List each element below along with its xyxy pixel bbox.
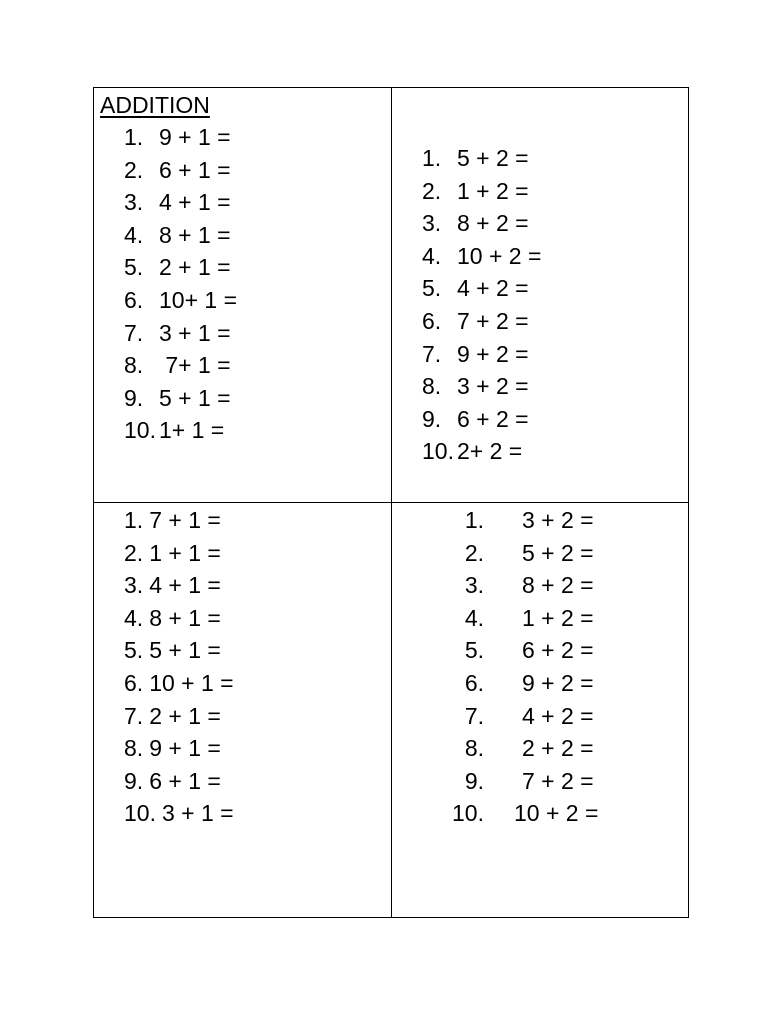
- problem-item: [422, 338, 541, 371]
- problem-number: 5.: [124, 637, 144, 664]
- problem-number: 2.: [464, 539, 484, 566]
- problem-item: [422, 700, 598, 733]
- problem-number: 8.: [124, 735, 144, 762]
- problem-number: 10.: [422, 438, 454, 465]
- problem-equation: 4 + 1 =: [149, 572, 221, 599]
- problem-equation: 4 + 1 =: [159, 189, 231, 216]
- problem-item: [422, 272, 541, 305]
- problem-equation: 6 + 2 =: [522, 637, 594, 664]
- problem-number: 3.: [124, 572, 144, 599]
- problem-list-bottom-left: [124, 504, 234, 830]
- problem-number: 9.: [124, 384, 144, 411]
- problem-equation: 7 + 2 =: [457, 307, 529, 334]
- problem-number: 5.: [464, 637, 484, 664]
- problem-equation: 10 + 2 =: [514, 800, 599, 827]
- problem-equation: 8 + 2 =: [522, 572, 594, 599]
- problem-equation: 5 + 2 =: [522, 539, 594, 566]
- problem-item: [422, 504, 598, 537]
- problem-equation: 2+ 2 =: [457, 438, 523, 465]
- problem-item: [422, 207, 541, 240]
- problem-equation: 8 + 1 =: [159, 221, 231, 248]
- problem-equation: 7 + 1 =: [149, 507, 221, 533]
- problem-number: 10.: [452, 800, 484, 827]
- problem-number: 6.: [464, 669, 484, 696]
- problem-number: 2.: [124, 156, 144, 183]
- problem-number: 10.: [124, 417, 156, 444]
- problem-equation: 4 + 2 =: [522, 702, 594, 729]
- problem-list-bottom-right: [422, 504, 598, 830]
- problem-number: 4.: [124, 221, 144, 248]
- quadrant-bottom-right: [392, 503, 689, 917]
- problem-number: 6.: [422, 307, 442, 334]
- problem-item: [422, 537, 598, 570]
- problem-item: [422, 305, 541, 338]
- problem-equation: 9 + 2 =: [457, 340, 529, 367]
- problem-equation: 3 + 2 =: [522, 507, 594, 533]
- problem-item: [124, 154, 237, 187]
- problem-equation: 3 + 1 =: [159, 319, 231, 346]
- problem-number: 1.: [464, 507, 484, 533]
- problem-equation: 5 + 1 =: [149, 637, 221, 664]
- problem-item: [124, 219, 237, 252]
- problem-number: 6.: [124, 669, 144, 696]
- problem-item: [124, 382, 237, 415]
- problem-item: [422, 667, 598, 700]
- problem-item: [124, 602, 234, 635]
- problem-item: [124, 700, 234, 733]
- problem-number: 4.: [422, 242, 442, 269]
- problem-number: 6.: [124, 286, 144, 313]
- problem-item: [422, 370, 541, 403]
- problem-number: 3.: [464, 572, 484, 599]
- problem-item: [422, 602, 598, 635]
- problem-equation: 7+ 1 =: [159, 352, 231, 379]
- problem-item: [422, 634, 598, 667]
- problem-number: 8.: [124, 352, 144, 379]
- problem-equation: 10+ 1 =: [159, 286, 238, 313]
- problem-number: 2.: [422, 177, 442, 204]
- problem-number: 5.: [124, 254, 144, 281]
- problem-number: 9.: [422, 405, 442, 432]
- problem-equation: 1 + 1 =: [149, 539, 221, 566]
- problem-item: [422, 403, 541, 436]
- problem-item: [124, 732, 234, 765]
- problem-item: [422, 175, 541, 208]
- problem-item: [422, 732, 598, 765]
- problem-number: 8.: [464, 735, 484, 762]
- problem-number: 7.: [124, 702, 144, 729]
- problem-equation: 8 + 1 =: [149, 604, 221, 631]
- problem-equation: 6 + 1 =: [149, 767, 221, 794]
- problem-item: [124, 414, 237, 447]
- problem-number: 9.: [124, 767, 144, 794]
- problem-item: [422, 569, 598, 602]
- problem-number: 1.: [124, 124, 144, 150]
- quadrant-bottom-left: [94, 503, 391, 917]
- problem-equation: 10 + 2 =: [457, 242, 542, 269]
- problem-equation: 2 + 2 =: [522, 735, 594, 762]
- problem-item: [124, 537, 234, 570]
- problem-equation: 6 + 1 =: [159, 156, 231, 183]
- problem-number: 9.: [464, 767, 484, 794]
- addition-worksheet: [93, 87, 689, 918]
- problem-item: [124, 797, 234, 830]
- problem-item: [124, 765, 234, 798]
- problem-equation: 9 + 1 =: [149, 735, 221, 762]
- problem-item: [124, 569, 234, 602]
- problem-number: 7.: [464, 702, 484, 729]
- problem-item: [124, 284, 237, 317]
- worksheet-heading: ADDITION: [100, 92, 210, 118]
- problem-equation: 8 + 2 =: [457, 210, 529, 237]
- problem-number: 5.: [422, 275, 442, 302]
- problem-item: [422, 435, 541, 468]
- quadrant-top-right: [392, 88, 689, 502]
- problem-item: [124, 251, 237, 284]
- problem-equation: 9 + 2 =: [522, 669, 594, 696]
- problem-item: [422, 240, 541, 273]
- problem-number: 4.: [464, 604, 484, 631]
- problem-equation: 2 + 1 =: [149, 702, 221, 729]
- problem-number: 1.: [422, 145, 442, 171]
- problem-equation: 10 + 1 =: [149, 669, 234, 696]
- problem-list-top-left: [124, 121, 237, 447]
- problem-equation: 9 + 1 =: [159, 124, 231, 150]
- problem-equation: 3 + 1 =: [161, 800, 234, 827]
- problem-item: [422, 142, 541, 175]
- problem-item: [124, 667, 234, 700]
- problem-item: [124, 349, 237, 382]
- problem-equation: 1+ 1 =: [159, 417, 225, 444]
- problem-list-top-right: [422, 142, 541, 468]
- problem-equation: 1 + 2 =: [457, 177, 529, 204]
- problem-number: 7.: [422, 340, 442, 367]
- problem-item: [124, 504, 234, 537]
- problem-equation: 4 + 2 =: [457, 275, 529, 302]
- problem-item: [124, 317, 237, 350]
- problem-item: [124, 121, 237, 154]
- problem-number: 3.: [124, 189, 144, 216]
- problem-equation: 6 + 2 =: [457, 405, 529, 432]
- problem-equation: 1 + 2 =: [522, 604, 594, 631]
- problem-number: 7.: [124, 319, 144, 346]
- quadrant-top-left: [94, 88, 391, 502]
- problem-equation: 3 + 2 =: [457, 373, 529, 400]
- problem-number: 4.: [124, 604, 144, 631]
- problem-item: [422, 765, 598, 798]
- problem-number: 10.: [124, 800, 156, 827]
- problem-equation: 2 + 1 =: [159, 254, 231, 281]
- problem-item: [124, 634, 234, 667]
- problem-number: 1.: [124, 507, 144, 533]
- problem-item: [124, 186, 237, 219]
- problem-equation: 7 + 2 =: [522, 767, 594, 794]
- problem-number: 8.: [422, 373, 442, 400]
- problem-equation: 5 + 2 =: [457, 145, 529, 171]
- problem-number: 3.: [422, 210, 442, 237]
- problem-number: 2.: [124, 539, 144, 566]
- problem-item: [422, 797, 598, 830]
- problem-equation: 5 + 1 =: [159, 384, 231, 411]
